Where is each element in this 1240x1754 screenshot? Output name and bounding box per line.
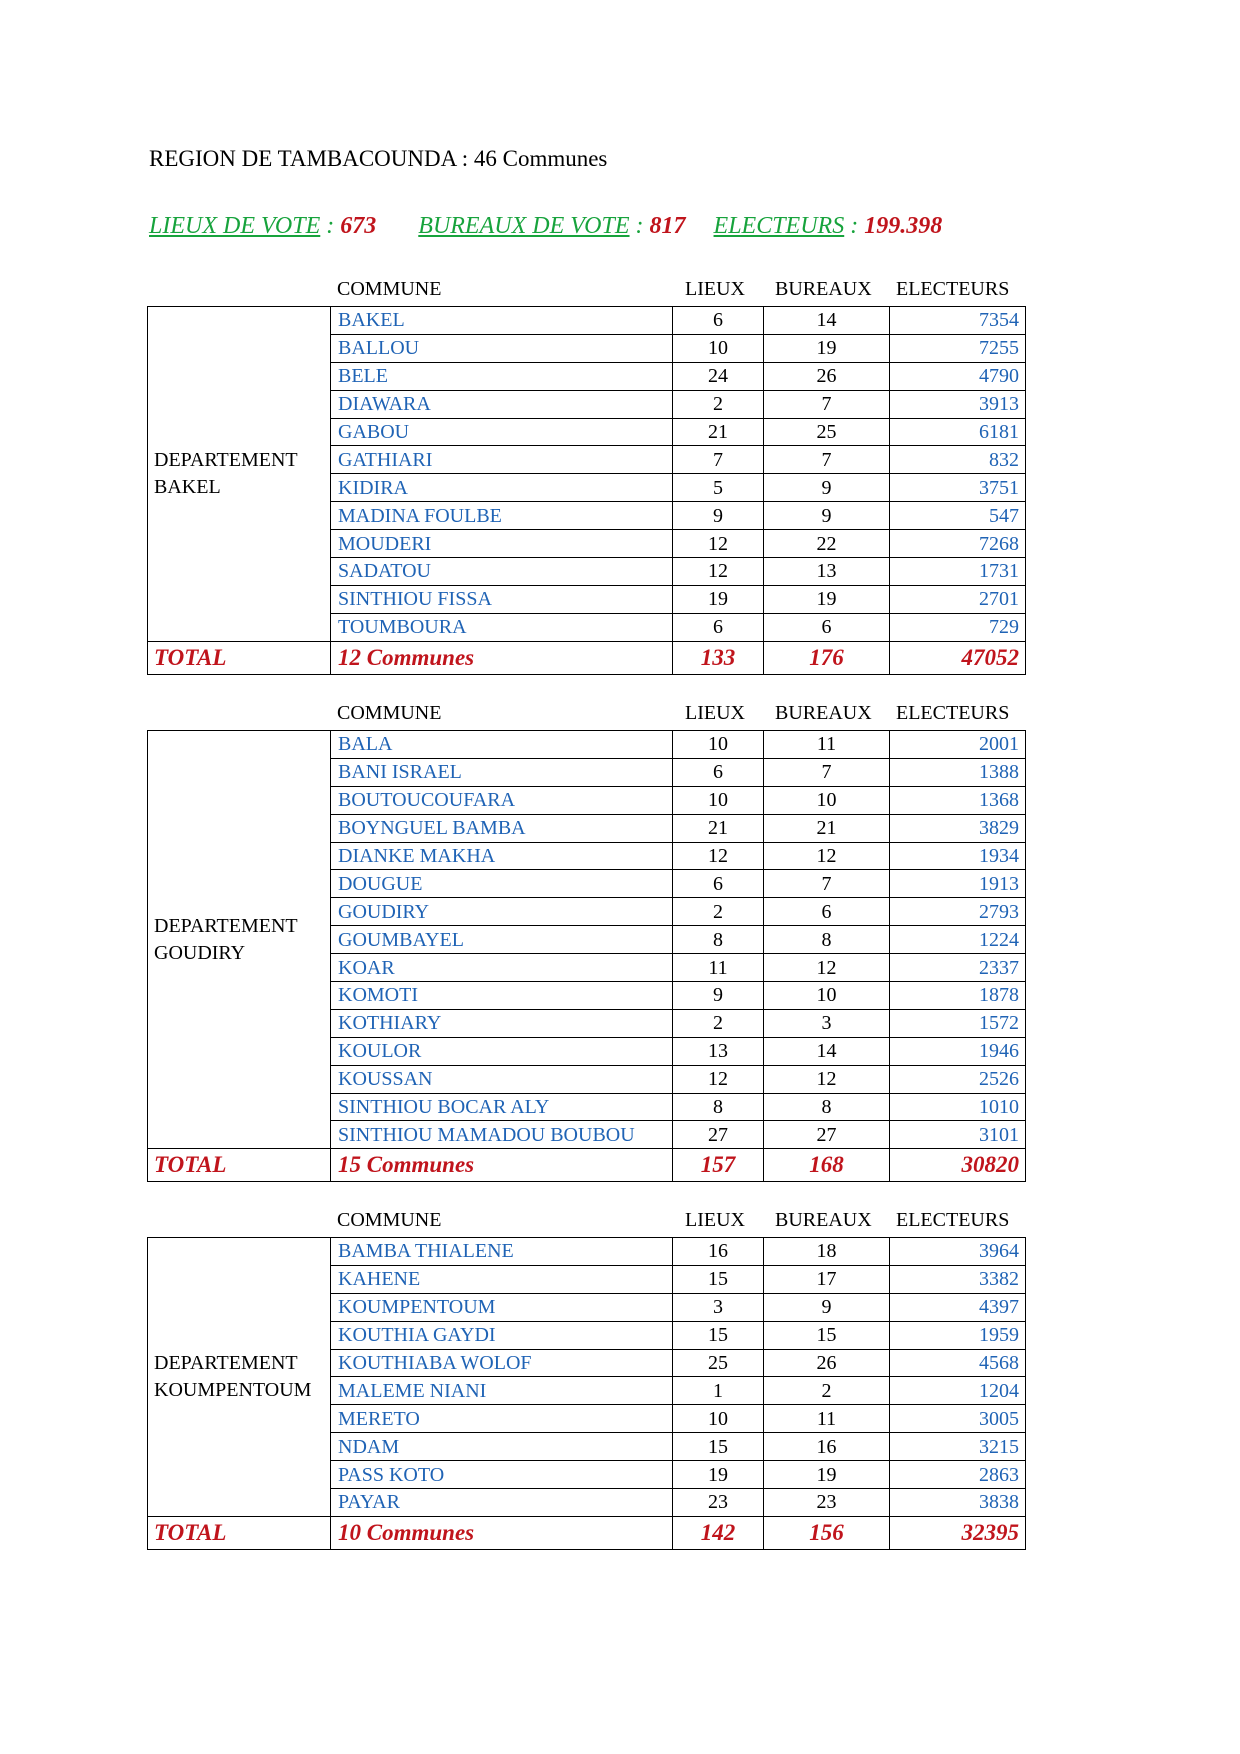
commune-name: DIAWARA (331, 390, 673, 418)
commune-name: BALA (331, 731, 673, 759)
commune-name: BELE (331, 362, 673, 390)
header-bureaux: BUREAUX (775, 702, 872, 724)
electeurs-count: 7268 (890, 530, 1026, 558)
lieux-count: 12 (673, 558, 764, 586)
bureaux-count: 19 (764, 334, 890, 362)
electeurs-count: 1572 (890, 1009, 1026, 1037)
commune-name: BOYNGUEL BAMBA (331, 814, 673, 842)
electeurs-count: 4397 (890, 1293, 1026, 1321)
total-lieux: 133 (673, 641, 764, 674)
bureaux-count: 14 (764, 307, 890, 335)
electeurs-count: 1224 (890, 926, 1026, 954)
header-commune: COMMUNE (337, 702, 442, 724)
page-title: REGION DE TAMBACOUNDA : 46 Communes (149, 146, 608, 171)
bureaux-count: 9 (764, 474, 890, 502)
lieux-count: 12 (673, 842, 764, 870)
electeurs-count: 3382 (890, 1265, 1026, 1293)
lieux-count: 19 (673, 585, 764, 613)
electeurs-count: 3751 (890, 474, 1026, 502)
electeurs-count: 2793 (890, 898, 1026, 926)
total-bureaux: 156 (764, 1516, 890, 1549)
lieux-count: 9 (673, 502, 764, 530)
header-electeurs: ELECTEURS (896, 1209, 1010, 1231)
bureaux-count: 14 (764, 1037, 890, 1065)
lieux-count: 21 (673, 418, 764, 446)
commune-name: MERETO (331, 1405, 673, 1433)
commune-name: KOUTHIA GAYDI (331, 1321, 673, 1349)
header-lieux: LIEUX (685, 1209, 745, 1231)
total-label: TOTAL (148, 1149, 331, 1182)
lieux-count: 1 (673, 1377, 764, 1405)
bureaux-count: 19 (764, 1461, 890, 1489)
lieux-count: 12 (673, 530, 764, 558)
electeurs-count: 3005 (890, 1405, 1026, 1433)
lieux-count: 16 (673, 1238, 764, 1266)
lieux-count: 8 (673, 1093, 764, 1121)
electeurs-count: 832 (890, 446, 1026, 474)
bureaux-count: 26 (764, 1349, 890, 1377)
lieux-count: 8 (673, 926, 764, 954)
total-electeurs: 47052 (890, 641, 1026, 674)
electeurs-count: 2701 (890, 585, 1026, 613)
bureaux-count: 11 (764, 731, 890, 759)
lieux-count: 19 (673, 1461, 764, 1489)
department-table-goudiry (147, 730, 1026, 1182)
electeurs-count: 1388 (890, 758, 1026, 786)
electeurs-count: 1010 (890, 1093, 1026, 1121)
electeurs-count: 1204 (890, 1377, 1026, 1405)
separator: : (844, 213, 865, 239)
electeurs-count: 729 (890, 613, 1026, 641)
electeurs-count: 2337 (890, 954, 1026, 982)
total-row (148, 1516, 1026, 1549)
electeurs-count: 2863 (890, 1461, 1026, 1489)
bureaux-count: 27 (764, 1121, 890, 1149)
total-communes: 15 Communes (331, 1149, 673, 1182)
electeurs-count: 547 (890, 502, 1026, 530)
lieux-count: 3 (673, 1293, 764, 1321)
commune-name: KOMOTI (331, 982, 673, 1010)
electeurs-count: 1878 (890, 982, 1026, 1010)
lieux-count: 2 (673, 898, 764, 926)
bureaux-count: 9 (764, 502, 890, 530)
lieux-count: 23 (673, 1489, 764, 1517)
electeurs-count: 1946 (890, 1037, 1026, 1065)
header-electeurs: ELECTEURS (896, 278, 1010, 300)
electeurs-count: 3838 (890, 1489, 1026, 1517)
table-row (148, 1238, 1026, 1266)
bureaux-count: 3 (764, 1009, 890, 1037)
total-electeurs: 32395 (890, 1516, 1026, 1549)
bureaux-count: 12 (764, 1065, 890, 1093)
electeurs-value: 199.398 (864, 213, 943, 239)
total-electeurs: 30820 (890, 1149, 1026, 1182)
lieux-count: 12 (673, 1065, 764, 1093)
bureaux-count: 13 (764, 558, 890, 586)
bureaux-count: 9 (764, 1293, 890, 1321)
commune-name: PASS KOTO (331, 1461, 673, 1489)
bureaux-count: 11 (764, 1405, 890, 1433)
lieux-count: 9 (673, 982, 764, 1010)
lieux-de-vote-label: LIEUX DE VOTE (149, 213, 321, 239)
total-bureaux: 176 (764, 641, 890, 674)
commune-name: SINTHIOU FISSA (331, 585, 673, 613)
total-row (148, 641, 1026, 674)
electeurs-label: ELECTEURS (713, 213, 845, 239)
lieux-count: 6 (673, 307, 764, 335)
lieux-count: 10 (673, 786, 764, 814)
bureaux-count: 17 (764, 1265, 890, 1293)
electeurs-count: 3964 (890, 1238, 1026, 1266)
lieux-count: 15 (673, 1321, 764, 1349)
bureaux-count: 12 (764, 954, 890, 982)
commune-name: GATHIARI (331, 446, 673, 474)
lieux-count: 7 (673, 446, 764, 474)
commune-name: KIDIRA (331, 474, 673, 502)
commune-name: KOAR (331, 954, 673, 982)
commune-name: BAMBA THIALENE (331, 1238, 673, 1266)
lieux-count: 10 (673, 334, 764, 362)
bureaux-de-vote-label: BUREAUX DE VOTE (418, 213, 630, 239)
department-label-line1: DEPARTEMENT (154, 914, 298, 937)
lieux-count: 15 (673, 1265, 764, 1293)
bureaux-count: 21 (764, 814, 890, 842)
header-lieux: LIEUX (685, 702, 745, 724)
commune-name: NDAM (331, 1433, 673, 1461)
bureaux-de-vote-value: 817 (649, 213, 686, 239)
commune-name: SADATOU (331, 558, 673, 586)
commune-name: BAKEL (331, 307, 673, 335)
header-lieux: LIEUX (685, 278, 745, 300)
commune-name: DIANKE MAKHA (331, 842, 673, 870)
separator: : (629, 213, 650, 239)
vote-summary (149, 213, 942, 240)
electeurs-count: 1913 (890, 870, 1026, 898)
electeurs-count: 3913 (890, 390, 1026, 418)
commune-name: SINTHIOU MAMADOU BOUBOU (331, 1121, 673, 1149)
lieux-count: 6 (673, 870, 764, 898)
lieux-count: 6 (673, 758, 764, 786)
department-table-bakel (147, 306, 1026, 675)
separator: : (320, 213, 341, 239)
lieux-count: 13 (673, 1037, 764, 1065)
lieux-count: 15 (673, 1433, 764, 1461)
department-label-line2: KOUMPENTOUM (154, 1378, 312, 1401)
commune-name: GABOU (331, 418, 673, 446)
commune-name: BOUTOUCOUFARA (331, 786, 673, 814)
commune-name: KOUMPENTOUM (331, 1293, 673, 1321)
department-table-koumpentoum (147, 1237, 1026, 1550)
bureaux-count: 18 (764, 1238, 890, 1266)
electeurs-count: 4790 (890, 362, 1026, 390)
electeurs-count: 1731 (890, 558, 1026, 586)
electeurs-count: 2001 (890, 731, 1026, 759)
department-label-line1: DEPARTEMENT (154, 1351, 298, 1374)
bureaux-count: 23 (764, 1489, 890, 1517)
department-label-line1: DEPARTEMENT (154, 448, 298, 471)
bureaux-count: 12 (764, 842, 890, 870)
bureaux-count: 7 (764, 758, 890, 786)
electeurs-count: 1959 (890, 1321, 1026, 1349)
lieux-count: 5 (673, 474, 764, 502)
bureaux-count: 16 (764, 1433, 890, 1461)
header-commune: COMMUNE (337, 278, 442, 300)
bureaux-count: 8 (764, 1093, 890, 1121)
total-lieux: 157 (673, 1149, 764, 1182)
electeurs-count: 7255 (890, 334, 1026, 362)
electeurs-count: 7354 (890, 307, 1026, 335)
department-label (148, 307, 331, 642)
bureaux-count: 8 (764, 926, 890, 954)
lieux-count: 24 (673, 362, 764, 390)
bureaux-count: 7 (764, 446, 890, 474)
electeurs-count: 3829 (890, 814, 1026, 842)
total-communes: 12 Communes (331, 641, 673, 674)
department-label-line2: BAKEL (154, 475, 221, 498)
table-row (148, 731, 1026, 759)
electeurs-count: 1368 (890, 786, 1026, 814)
bureaux-count: 6 (764, 613, 890, 641)
lieux-count: 10 (673, 1405, 764, 1433)
table-row (148, 307, 1026, 335)
total-bureaux: 168 (764, 1149, 890, 1182)
bureaux-count: 7 (764, 390, 890, 418)
electeurs-count: 3215 (890, 1433, 1026, 1461)
bureaux-count: 6 (764, 898, 890, 926)
commune-name: DOUGUE (331, 870, 673, 898)
department-label-line2: GOUDIRY (154, 941, 246, 964)
lieux-count: 2 (673, 390, 764, 418)
bureaux-count: 15 (764, 1321, 890, 1349)
header-electeurs: ELECTEURS (896, 702, 1010, 724)
commune-name: KOULOR (331, 1037, 673, 1065)
lieux-count: 27 (673, 1121, 764, 1149)
commune-name: GOUDIRY (331, 898, 673, 926)
lieux-count: 21 (673, 814, 764, 842)
commune-name: KOUSSAN (331, 1065, 673, 1093)
electeurs-count: 6181 (890, 418, 1026, 446)
commune-name: MOUDERI (331, 530, 673, 558)
commune-name: BANI ISRAEL (331, 758, 673, 786)
header-bureaux: BUREAUX (775, 278, 872, 300)
bureaux-count: 10 (764, 786, 890, 814)
commune-name: SINTHIOU BOCAR ALY (331, 1093, 673, 1121)
header-bureaux: BUREAUX (775, 1209, 872, 1231)
bureaux-count: 26 (764, 362, 890, 390)
bureaux-count: 19 (764, 585, 890, 613)
commune-name: MALEME NIANI (331, 1377, 673, 1405)
electeurs-count: 2526 (890, 1065, 1026, 1093)
total-row (148, 1149, 1026, 1182)
commune-name: KOTHIARY (331, 1009, 673, 1037)
commune-name: TOUMBOURA (331, 613, 673, 641)
commune-name: KOUTHIABA WOLOF (331, 1349, 673, 1377)
commune-name: PAYAR (331, 1489, 673, 1517)
bureaux-count: 2 (764, 1377, 890, 1405)
electeurs-count: 1934 (890, 842, 1026, 870)
lieux-count: 25 (673, 1349, 764, 1377)
commune-name: KAHENE (331, 1265, 673, 1293)
electeurs-count: 3101 (890, 1121, 1026, 1149)
commune-name: BALLOU (331, 334, 673, 362)
lieux-count: 11 (673, 954, 764, 982)
total-label: TOTAL (148, 1516, 331, 1549)
header-commune: COMMUNE (337, 1209, 442, 1231)
department-label (148, 1238, 331, 1517)
total-communes: 10 Communes (331, 1516, 673, 1549)
lieux-de-vote-value: 673 (340, 213, 377, 239)
bureaux-count: 7 (764, 870, 890, 898)
commune-name: MADINA FOULBE (331, 502, 673, 530)
department-label (148, 731, 331, 1149)
total-lieux: 142 (673, 1516, 764, 1549)
commune-name: GOUMBAYEL (331, 926, 673, 954)
electeurs-count: 4568 (890, 1349, 1026, 1377)
lieux-count: 6 (673, 613, 764, 641)
lieux-count: 2 (673, 1009, 764, 1037)
bureaux-count: 10 (764, 982, 890, 1010)
total-label: TOTAL (148, 641, 331, 674)
bureaux-count: 22 (764, 530, 890, 558)
bureaux-count: 25 (764, 418, 890, 446)
lieux-count: 10 (673, 731, 764, 759)
